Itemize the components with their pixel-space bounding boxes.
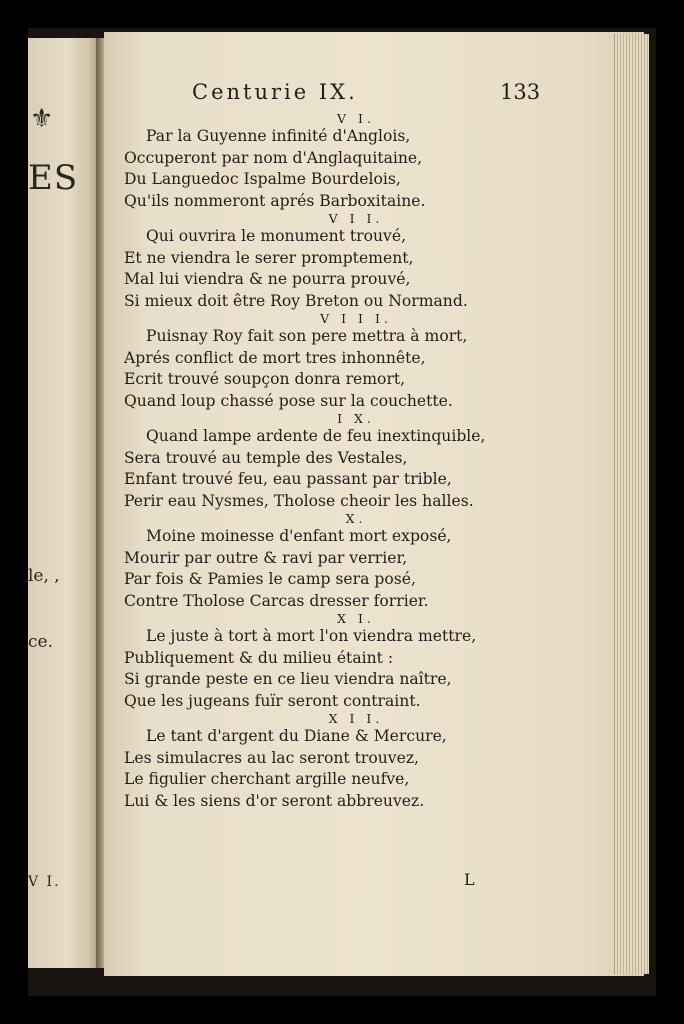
fleuron-ornament-icon: ⚜ — [30, 104, 54, 134]
verse-line: Contre Tholose Carcas dresser forrier. — [124, 591, 429, 610]
quatrain-list — [124, 112, 564, 812]
quatrain — [124, 112, 564, 212]
quatrain — [124, 712, 564, 812]
verse-line: Qui ouvrira le monument trouvé, — [146, 227, 407, 245]
quatrain — [124, 512, 564, 612]
verse-line: Sera trouvé au temple des Vestales, — [124, 448, 408, 467]
quatrain-number: X I I. — [328, 711, 384, 726]
verse-line: Et ne viendra le serer promptement, — [124, 248, 414, 267]
catchword: L — [464, 870, 475, 889]
verse-line: Enfant trouvé feu, eau passant par trible, — [124, 470, 452, 488]
verse-line: Mourir par outre & ravi par verrier, — [124, 548, 408, 567]
page-number: 133 — [500, 80, 541, 104]
verse-line: Moine moinesse d'enfant mort exposé, — [146, 527, 452, 545]
quatrain — [124, 212, 564, 312]
left-page-fragment: ce. — [28, 632, 53, 652]
verse-line: Publiquement & du milieu étaint : — [124, 648, 394, 667]
quatrain-number: X I. — [337, 611, 375, 626]
verse-line: Si grande peste en ce lieu viendra naître, — [124, 670, 452, 688]
running-title: Centurie IX. — [192, 80, 358, 104]
verse-line: Ecrit trouvé soupçon donra remort, — [124, 370, 406, 388]
verse-line: Le juste à tort à mort l'on viendra mettre, — [146, 627, 477, 645]
left-page-fragment: le, , — [28, 566, 60, 586]
verse-line: Aprés conflict de mort tres inhonnête, — [124, 348, 426, 367]
verse-line: Puisnay Roy fait son pere mettra à mort, — [146, 327, 468, 345]
page-header — [114, 80, 564, 110]
verse-line: Quand lampe ardente de feu inextinquible, — [146, 427, 486, 445]
quatrain — [124, 612, 564, 712]
verse-line: Lui & les siens d'or seront abbreuvez. — [124, 791, 425, 810]
verse-line: Que les jugeans fuïr seront contraint. — [124, 691, 421, 710]
verse-line: Occuperont par nom d'Anglaquitaine, — [124, 148, 423, 167]
left-page-heading: ES — [28, 158, 79, 198]
verse-line: Le figulier cherchant argille neufve, — [124, 770, 410, 788]
quatrain-number: V I I. — [328, 211, 384, 226]
quatrain-number: I X. — [337, 411, 375, 426]
verse-line: Le tant d'argent du Diane & Mercure, — [146, 727, 447, 745]
verse-line: Par fois & Pamies le camp sera posé, — [124, 570, 416, 588]
verse-line: Par la Guyenne infinité d'Anglois, — [146, 127, 411, 145]
left-page — [28, 38, 100, 968]
verse-line: Perir eau Nysmes, Tholose cheoir les halles. — [124, 491, 474, 510]
quatrain — [124, 412, 564, 512]
quatrain-number: V I. — [337, 111, 375, 126]
page-edges — [614, 34, 649, 974]
left-page-fragment: V I. — [28, 874, 61, 890]
verse-line: Les simulacres au lac seront trouvez, — [124, 748, 419, 767]
book-photo — [28, 28, 656, 996]
quatrain-number: X. — [345, 511, 367, 526]
quatrain-number: V I I I. — [320, 311, 392, 326]
verse-line: Si mieux doit être Roy Breton ou Normand. — [124, 291, 468, 310]
verse-line: Mal lui viendra & ne pourra prouvé, — [124, 270, 411, 288]
verse-line: Quand loup chassé pose sur la couchette. — [124, 391, 453, 410]
verse-line: Qu'ils nommeront aprés Barboxitaine. — [124, 191, 426, 210]
verse-line: Du Languedoc Ispalme Bourdelois, — [124, 170, 401, 188]
quatrain — [124, 312, 564, 412]
